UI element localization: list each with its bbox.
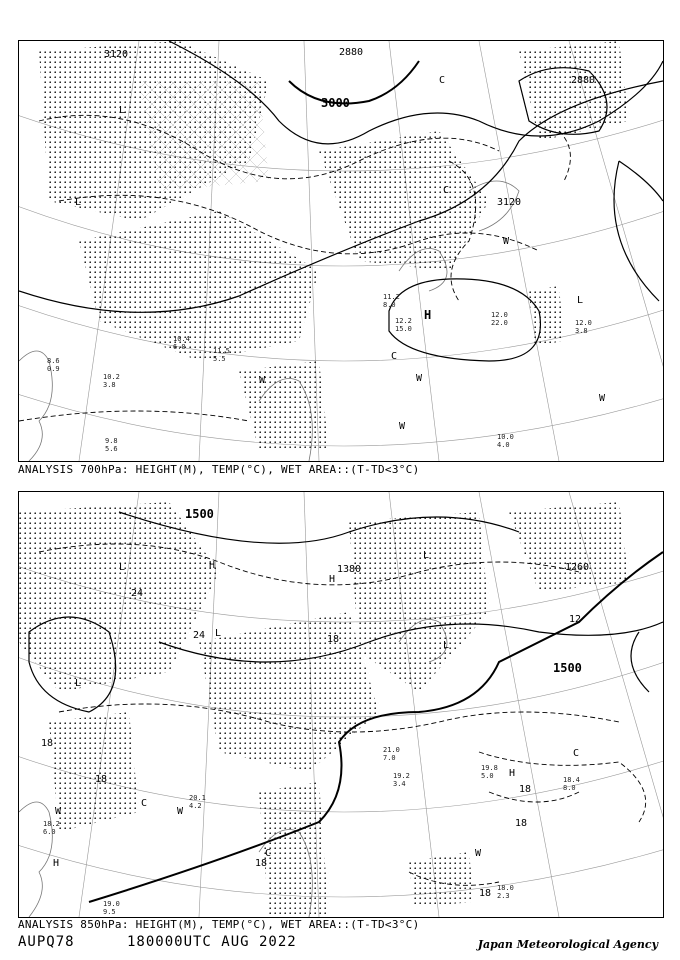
- warm-center: W: [416, 373, 423, 384]
- pressure-center-low: L: [75, 678, 82, 689]
- contour-label-3120-east: 3120: [497, 197, 522, 208]
- product-code: AUPQ78: [18, 934, 75, 950]
- pressure-center-high: H: [509, 768, 516, 779]
- warm-center: W: [177, 806, 184, 817]
- station-obs: 12.0 22.0: [491, 311, 508, 327]
- station-obs: 10.0 4.0: [497, 433, 514, 449]
- isotherm-label: 18: [515, 818, 528, 829]
- station-obs: 10.4 6.0: [173, 335, 190, 351]
- warm-center: W: [599, 393, 606, 404]
- warm-center: W: [55, 806, 62, 817]
- cold-center: C: [265, 848, 272, 859]
- warm-center: W: [475, 848, 482, 859]
- pressure-center-low: L: [577, 295, 584, 306]
- isotherm-label: 24: [193, 630, 206, 641]
- station-obs: 19.2 3.4: [393, 772, 410, 788]
- isotherm-label: 18: [255, 858, 268, 869]
- warm-center: W: [399, 421, 406, 432]
- contour-label-1500-north: 1500: [185, 507, 214, 521]
- pressure-center-high: H: [53, 858, 60, 869]
- pressure-center-high: H: [424, 308, 432, 322]
- pressure-center-low: L: [215, 628, 222, 639]
- contour-label-2880-center: 2880: [339, 47, 364, 58]
- map-850hpa-canvas: [19, 492, 663, 917]
- pressure-center-low: L: [75, 197, 82, 208]
- isotherm-label: 18: [41, 738, 54, 749]
- map-700hpa-canvas: [19, 41, 663, 461]
- caption-700hpa: ANALYSIS 700hPa: HEIGHT(M), TEMP(°C), WET AREA::(T-TD<3°C): [18, 463, 420, 476]
- caption-850hpa: ANALYSIS 850hPa: HEIGHT(M), TEMP(°C), WET AREA::(T-TD<3°C): [18, 918, 420, 931]
- cold-center: C: [141, 798, 148, 809]
- cold-center: C: [391, 351, 398, 362]
- station-obs: 9.8 5.6: [105, 437, 118, 453]
- pressure-center-low: L: [423, 550, 430, 561]
- warm-center: W: [503, 236, 510, 247]
- pressure-center-low: L: [443, 640, 450, 651]
- analysis-time: 180000UTC AUG 2022: [127, 934, 297, 950]
- contour-label-3120-west: 3120: [104, 49, 129, 60]
- cold-center: C: [439, 75, 446, 86]
- pressure-center-high: H: [209, 560, 216, 571]
- isotherm-label: 24: [131, 588, 144, 599]
- isotherm-label: 18: [95, 774, 108, 785]
- pressure-center-low: L: [119, 105, 126, 116]
- isotherm-label: 18: [479, 888, 492, 899]
- contour-label-1500-east: 1500: [553, 661, 582, 675]
- isotherm-label: 18: [519, 784, 532, 795]
- agency-credit: Japan Meteorological Agency: [477, 938, 658, 951]
- station-obs: 20.1 4.2: [189, 794, 206, 810]
- cold-center: C: [573, 748, 580, 759]
- isotherm-label: 18: [327, 634, 340, 645]
- station-obs: 18.0 2.3: [497, 884, 514, 900]
- isotherm-label: 12: [569, 614, 582, 625]
- station-obs: 11.5 5.5: [213, 347, 230, 363]
- cold-center: C: [443, 185, 450, 196]
- map-850hpa: [18, 491, 664, 918]
- station-obs: 21.0 7.0: [383, 746, 400, 762]
- warm-center: W: [259, 375, 266, 386]
- station-obs: 18.2 6.0: [43, 820, 60, 836]
- map-700hpa: [18, 40, 664, 462]
- station-obs: 10.2 3.8: [103, 373, 120, 389]
- station-obs: 19.0 9.5: [103, 900, 120, 916]
- station-obs: 12.0 3.8: [575, 319, 592, 335]
- station-obs: 12.2 15.0: [395, 317, 412, 333]
- station-obs: 11.2 8.0: [383, 293, 400, 309]
- contour-label-3000: 3000: [321, 96, 350, 110]
- contour-label-1260: 1260: [565, 562, 590, 573]
- station-obs: 8.6 0.9: [47, 357, 60, 373]
- pressure-center-low: L: [119, 562, 126, 573]
- pressure-center-high: H: [329, 574, 336, 585]
- contour-label-2880-east: 2880: [571, 75, 596, 86]
- contour-label-1380: 1380: [337, 564, 362, 575]
- station-obs: 19.8 5.0: [481, 764, 498, 780]
- station-obs: 18.4 8.0: [563, 776, 580, 792]
